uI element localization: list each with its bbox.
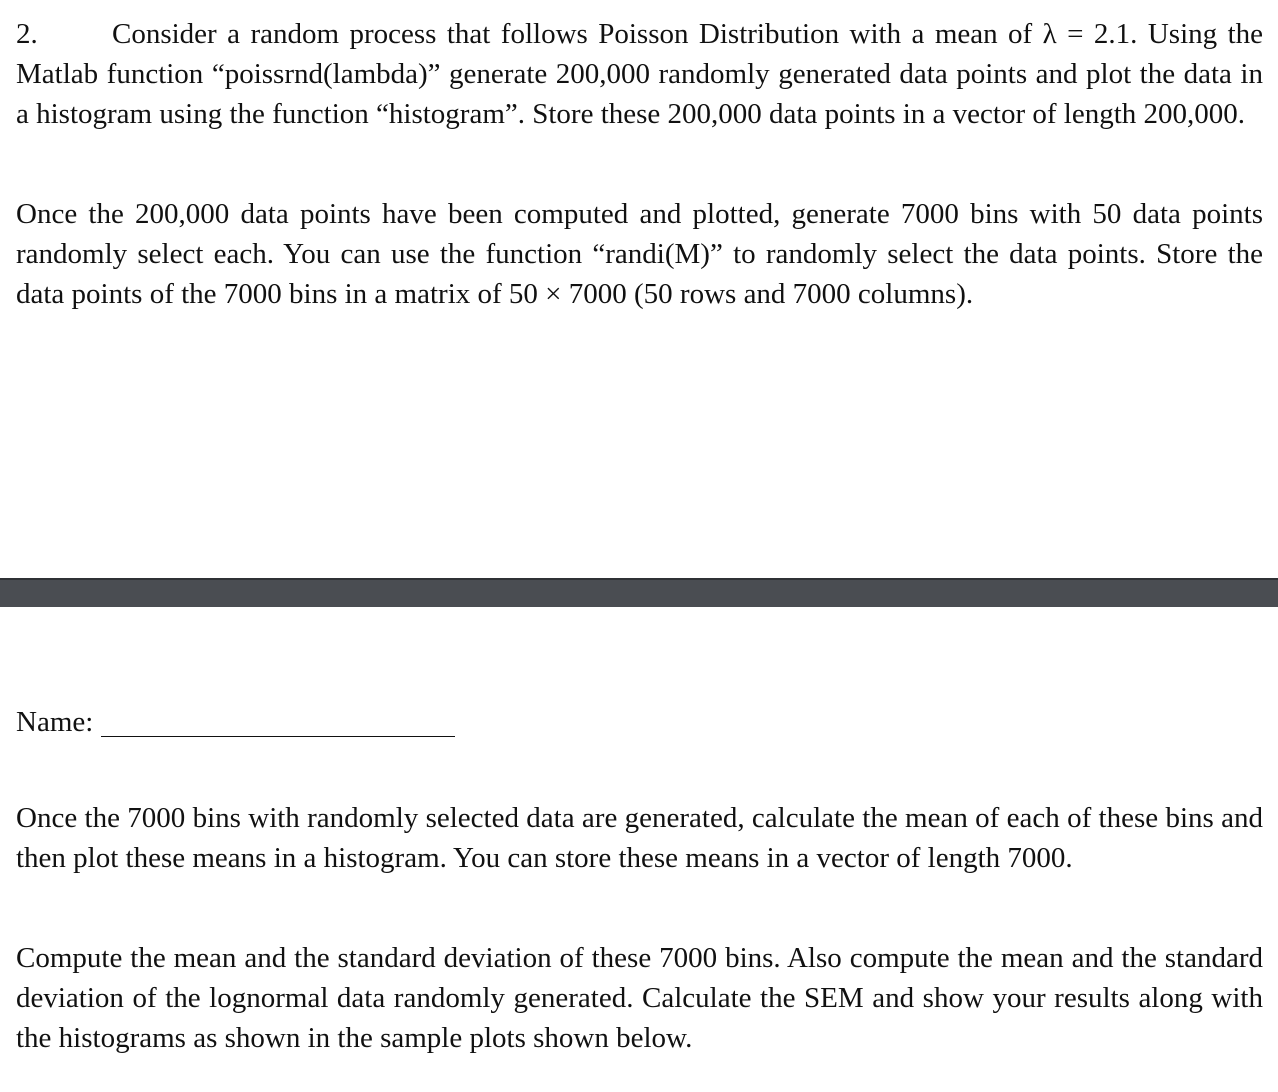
name-label: Name: [16, 706, 94, 738]
question-paragraph-3: Once the 7000 bins with randomly selected data are generated, calculate the mean of each of these bins and then plot these means in a histogram. You can store these means in a vector of length 7000. [16, 802, 1263, 874]
question-number: 2. [16, 18, 38, 50]
paragraph-1-text: Consider a random process that follows Poisson Distribution with a mean of λ = 2.1. Using the Matlab function “poissrnd(lambda)” generate 200,000 randomly generated data points and plot the data in a histogram using the function “histogram”. Store these 200,000 data points in a vector of length 200,000. [16, 18, 1263, 130]
question-paragraph-1 [16, 14, 1263, 134]
name-field-row [16, 702, 455, 742]
question-paragraph-2: Once the 200,000 data points have been computed and plotted, generate 7000 bins with 50 data points randomly select each. You can use the function “randi(M)” to randomly select the data points. Store the data points of the 7000 bins in a matrix of 50 × 7000 (50 rows and 7000 columns). [16, 198, 1263, 310]
question-paragraph-4: Compute the mean and the standard deviation of these 7000 bins. Also compute the mean and the standard deviation of the lognormal data randomly generated. Calculate the SEM and show your results along with the histograms as shown in the sample plots shown below. [16, 942, 1263, 1054]
page-divider [0, 578, 1278, 607]
name-blank-line [101, 736, 455, 737]
